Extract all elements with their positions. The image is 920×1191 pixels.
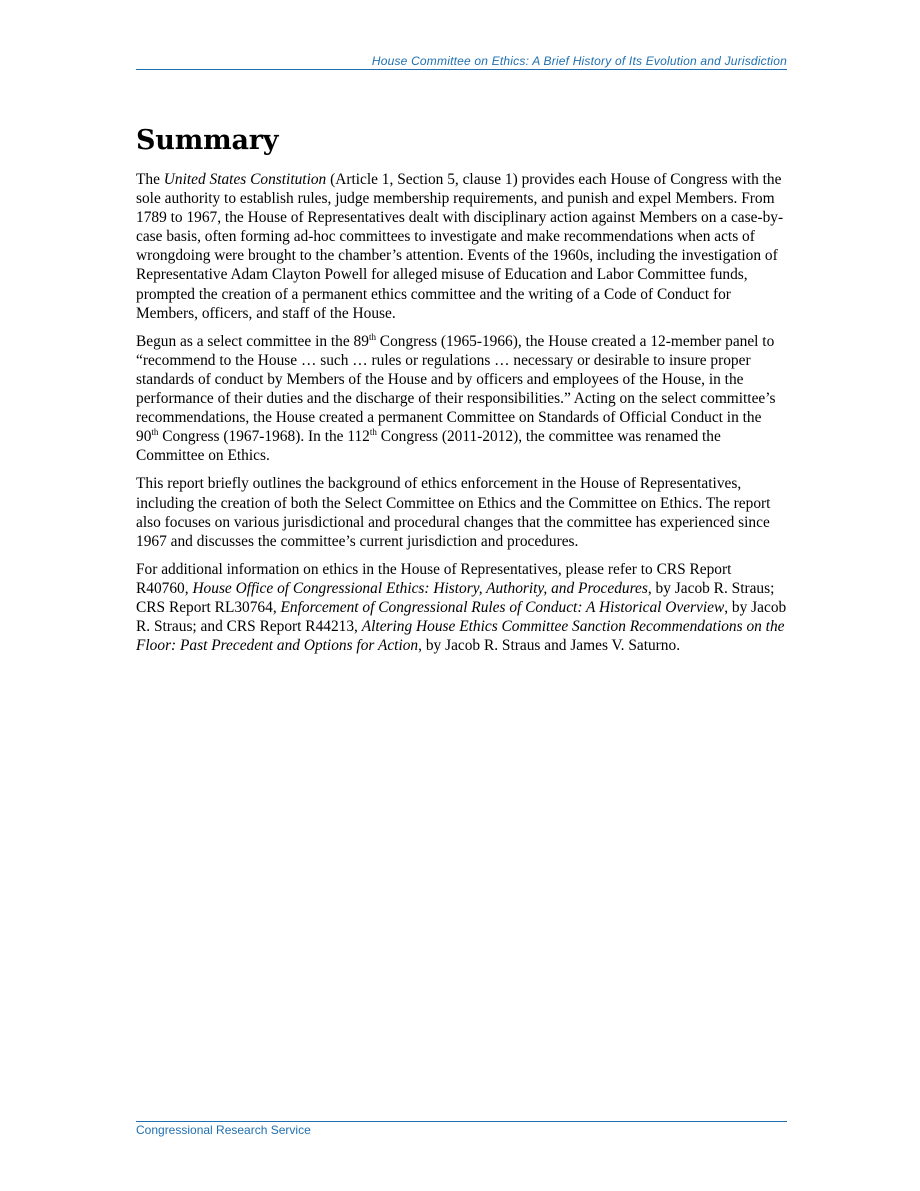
header-divider [136,69,787,70]
report-title-link[interactable]: House Office of Congressional Ethics: History, Authority, and Procedures [192,579,648,597]
running-header: House Committee on Ethics: A Brief History of Its Evolution and Jurisdiction [371,54,787,68]
summary-section [136,124,787,664]
summary-paragraph-1 [136,170,787,323]
text-run: Congress (1967-1968). In the 112 [158,428,370,446]
italic-title: United States Constitution [163,171,327,188]
report-title-link[interactable]: Enforcement of Congressional Rules of Conduct: A Historical Overview [280,598,725,616]
text-run: (Article 1, Section 5, clause 1) provides each House of Congress with the sole authority to establish rules, judge membership requirements, and punish and expel Members. From 1789 to 1967, the House of Representatives dealt with disciplinary action against Members on a case-by-case basis, often forming ad-hoc committees to investigate and make recommendations when acts of wrongdoing were brought to the chamber’s attention. Events of the 1960s, including the investigation of Representative Adam Clayton Powell for alleged misuse of Education and Labor Committee funds, prompted the creation of a permanent ethics committee and the writing of a Code of Conduct for Members, officers, and staff of the House. [136,171,784,322]
ordinal-suffix: th [369,427,377,438]
footer-divider [136,1121,787,1122]
text-run: , by Jacob R. Straus and James V. Saturno. [418,637,681,655]
summary-paragraph-4 [136,560,787,655]
text-run: The [136,171,164,188]
summary-paragraph-3: This report briefly outlines the background of ethics enforcement in the House of Representatives, including the creation of both the Select Committee on Ethics and the Committee on Ethics. The report also focuses on various jurisdictional and procedural changes that the committee has experienced since 1967 and discusses the committee’s current jurisdiction and procedures. [136,475,771,550]
ordinal-suffix: th [368,331,376,342]
text-run: Congress (1965-1966), the House created a 12-member panel to “recommend to the House … such … rules or regulations … necessary or desirable to insure proper standards of conduct by Members of the House and by officers and employees of the House, in the performance of their duties and the discharge of their responsibilities.” Acting on the select committee’s recommendations, the House created a permanent Committee on Standards of Official Conduct in the 90 [136,332,776,446]
page-title: Summary [136,125,279,156]
footer-organization: Congressional Research Service [136,1123,311,1137]
text-run: Congress (2011-2012), the committee was renamed the Committee on Ethics. [136,428,721,465]
text-run: Begun as a select committee in the 89 [136,332,369,350]
text-run: , by Jacob R. Straus; and CRS Report R44213, [136,598,787,636]
summary-paragraph-2 [136,332,787,466]
text-run: For additional information on ethics in the House of Representatives, please refer to CRS Report R40760, [136,560,732,597]
report-title-link[interactable]: Altering House Ethics Committee Sanction Recommendations on the Floor: Past Precedent and Options for Action [136,618,785,655]
text-run: , by Jacob R. Straus; CRS Report RL30764, [136,579,775,616]
ordinal-suffix: th [151,427,159,438]
